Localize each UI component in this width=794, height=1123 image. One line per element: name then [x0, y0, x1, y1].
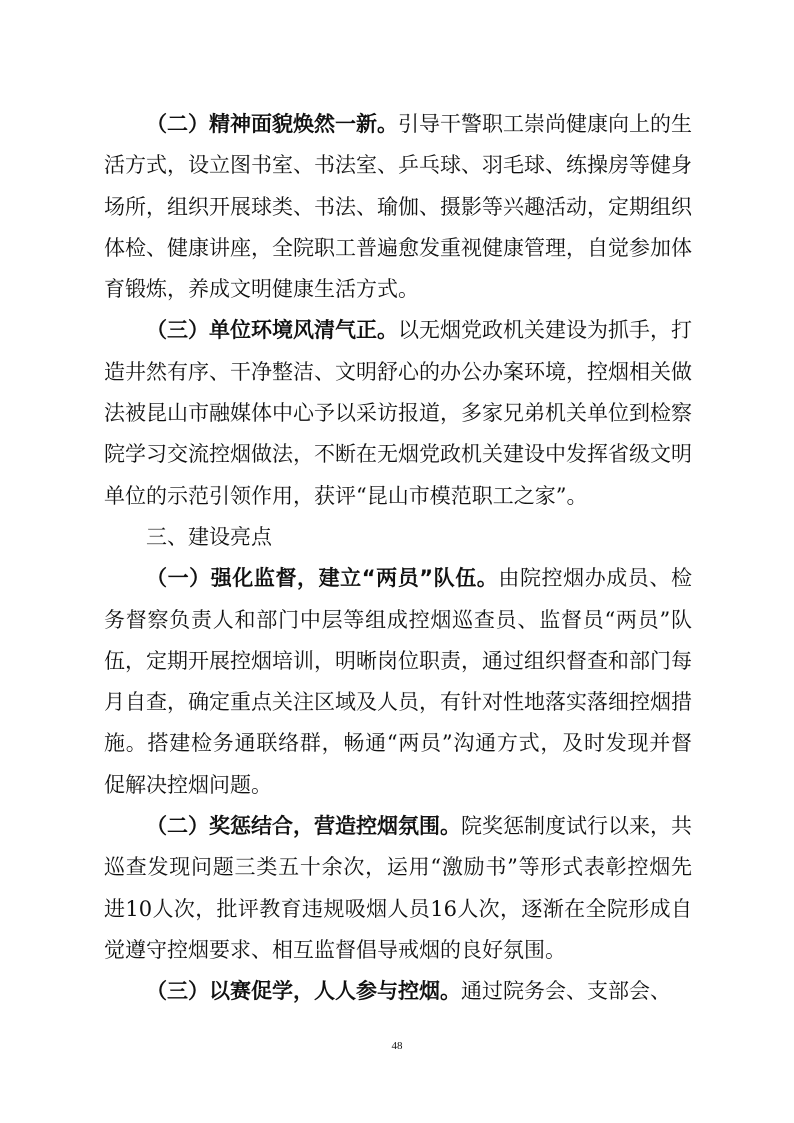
paragraph-text: 由院控烟办成员、检务督察负责人和部门中层等组成控烟巡查员、监督员“两员”队伍，定期开展控烟培训，明晰岗位职责，通过组织督查和部门每月自查，确定重点关注区域及人员，有针对性地落实落细控烟措施。搭建检务通联络群，畅通“两员”沟通方式，及时发现并督促解决控烟问题。: [104, 566, 692, 797]
paragraph-mental-outlook: [104, 104, 692, 310]
paragraph-heading: （三）单位环境风清气正。: [146, 318, 398, 343]
paragraph-supervision: [104, 558, 692, 806]
paragraph-competition: [104, 971, 692, 1012]
paragraph-text: 以无烟党政机关建设为抓手，打造井然有序、干净整洁、文明舒心的办公办案环境，控烟相关做法被昆山市融媒体中心予以采访报道，多家兄弟机关单位到检察院学习交流控烟做法，不断在无烟党政机关建设中发挥省级文明单位的示范引领作用，获评“昆山市模范职工之家”。: [104, 318, 692, 508]
paragraph-heading: （二）奖惩结合，营造控烟氛围。: [146, 814, 461, 839]
section-heading-highlights: [104, 517, 692, 558]
section-heading-text: 三、建设亮点: [146, 524, 272, 549]
paragraph-text: 引导干警职工崇尚健康向上的生活方式，设立图书室、书法室、乒乓球、羽毛球、练操房等健身场所，组织开展球类、书法、瑜伽、摄影等兴趣活动，定期组织体检、健康讲座，全院职工普遍愈发重视健康管理，自觉参加体育锻炼，养成文明健康生活方式。: [104, 112, 692, 302]
paragraph-rewards-penalties: [104, 806, 692, 971]
paragraph-text: 院奖惩制度试行以来，共巡查发现问题三类五十余次，运用“激励书”等形式表彰控烟先进10人次，批评教育违规吸烟人员16人次，逐渐在全院形成自觉遵守控烟要求、相互监督倡导戒烟的良好氛围。: [104, 814, 692, 962]
paragraph-heading: （三）以赛促学，人人参与控烟。: [146, 979, 461, 1004]
page-number: 48: [391, 1040, 403, 1052]
document-body: [104, 104, 692, 1013]
paragraph-heading: （二）精神面貌焕然一新。: [146, 112, 398, 136]
paragraph-heading: （一）强化监督，建立“两员”队伍。: [146, 566, 499, 591]
paragraph-environment: [104, 310, 692, 516]
paragraph-text: 通过院务会、支部会、: [461, 979, 671, 1004]
